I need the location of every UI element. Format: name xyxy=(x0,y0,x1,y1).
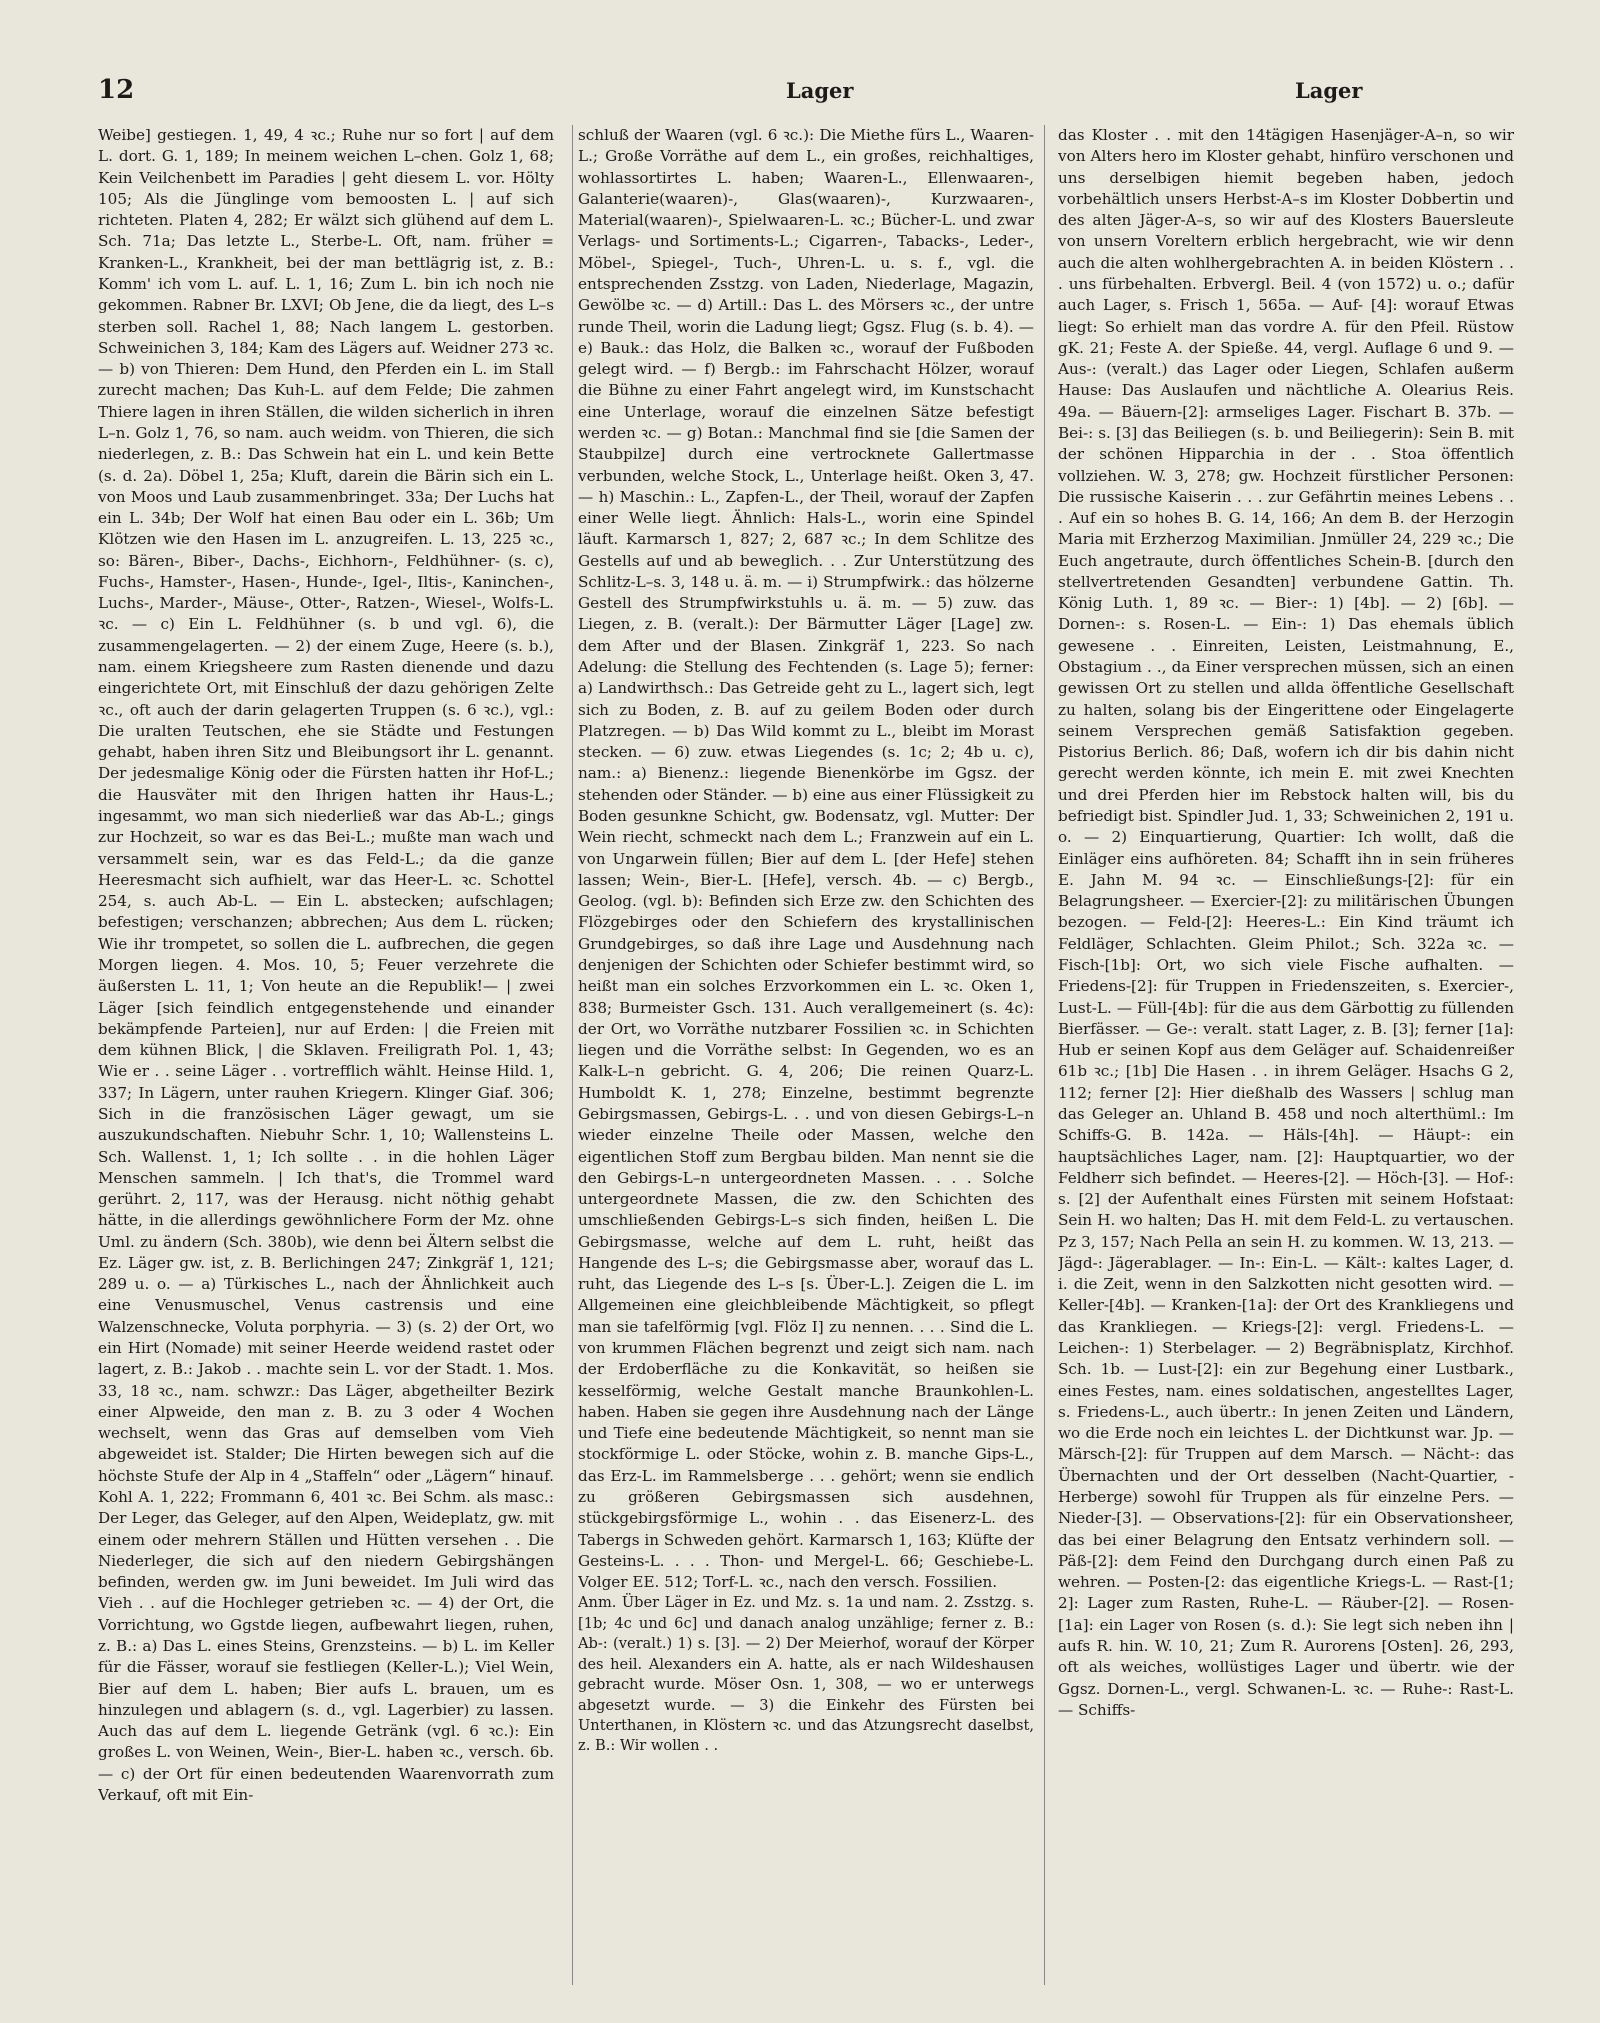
guide-word-left: Lager xyxy=(786,77,854,103)
paragraph: das Kloster . . mit den 14tägigen Hasenjäger-A–n, so wir von Alters hero im Kloster gehabt, hinfüro verschonen und uns derselbigen hiemit begeben haben, jedoch vorbehältlich unsers Herbst-A–s im Kloster Dobbertin und des alten Jäger-A–s, so wir auf des Klosters Bauersleute von unsern Voreltern erblich hergebracht, wie wir denn auch die alten wohlhergebrachten A. in beiden Klöstern . . . uns fürbehalten. Erbvergl. Beil. 4 (von 1572) u. o.; dafür auch Lager, s. Frisch 1, 565a. — Auf- [4]: worauf Etwas liegt: So erhielt man das vordre A. für den Pfeil. Rüstow gK. 21; Feste A. der Spieße. 44, vergl. Auflage 6 und 9. — Aus-: (veralt.) das Lager oder Liegen, Schlafen außerm Hause: Das Auslaufen und nächtliche A. Olearius Reis. 49a. — Bäuern-[2]: armseliges Lager. Fischart B. 37b. — Bei-: s. [3] das Beiliegen (s. b. und Beiliegerin): Sein B. mit der schönen Hipparchia in der . . Stoa öffentlich vollziehen. W. 3, 278; gw. Hochzeit fürstlicher Personen: Die russische Kaiserin . . . zur Gefährtin meines Lebens . . . Auf ein so hohes B. G. 14, 166; An dem B. der Herzogin Maria mit Erzherzog Maximilian. Jnmüller 24, 229 ꝛc.; Die Euch angetraute, durch öffentliches Schein-B. [durch den stellvertretenden Gesandten] verbundene Gattin. Th. König Luth. 1, 89 ꝛc. — Bier-: 1) [4b]. — 2) [6b]. — Dornen-: s. Rosen-L. — Ein-: 1) Das ehemals üblich gewesene . . Einreiten, Leisten, Leistmahnung, E., Obstagium . ., da Einer versprechen müssen, sich an einen gewissen Ort zu stellen und allda öffentliche Gesellschaft zu halten, solang bis der Eingerittene oder Eingelagerte seinem Versprechen gemäß Satisfaktion gegeben. Pistorius Berlich. 86; Daß, wofern ich dir bis dahin nicht gerecht werden könnte, ich mein E. mit zwei Knechten und drei Pferden hier im Rebstock halten will, bis du befriedigt bist. Spindler Jud. 1, 33; Schweinichen 2, 191 u. o. — 2) Einquartierung, Quartier: Ich wollt, daß die Einläger eins aufhöreten. 84; Schafft ihn in sein früheres E. Jahn M. 94 ꝛc. — Einschließungs-[2]: für ein Belagrungsheer. — Exercier-[2]: zu militärischen Übungen bezogen. — Feld-[2]: Heeres-L.: Ein Kind träumt ich Feldläger, Schlachten. Gleim Philot.; Sch. 322a ꝛc. — Fisch-[1b]: Ort, wo sich viele Fische aufhalten. — Friedens-[2]: für Truppen in Friedenszeiten, s. Exercier-, Lust-L. — Füll-[4b]: für die aus dem Gärbottig zu füllenden Bierfässer. — Ge-: veralt. statt Lager, z. B. [3]; ferner [1a]: Hub er seinen Kopf aus dem Geläger auf. Schaidenreißer 61b ꝛc.; [1b] Die Hasen . . in ihrem Geläger. Hsachs G 2, 112; ferner [2]: Hier dießhalb des Wassers | schlug man das Geleger an. Uhland B. 458 und noch alterthüml.: Im Schiffs-G. B. 142a. — Häls-[4h]. — Häupt-: ein hauptsächliches Lager, nam. [2]: Hauptquartier, wo der Feldherr sich befindet. — Heeres-[2]. — Höch-[3]. — Hof-: s. [2] der Aufenthalt eines Fürsten mit seinem Hofstaat: Sein H. wo halten; Das H. mit dem Feld-L. zu vertauschen. Pz 3, 157; Nach Pella an sein H. zu kommen. W. 13, 213. — Jägd-: Jägerablager. — In-: Ein-L. — Kält-: kaltes Lager, d. i. die Zeit, wenn in den Salzkotten nicht gesotten wird. — Keller-[4b]. — Kranken-[1a]: der Ort des Krankliegens und das Krankliegen. — Kriegs-[2]: vergl. Friedens-L. — Leichen-: 1) Sterbelager. — 2) Begräbnisplatz, Kirchhof. Sch. 1b. — Lust-[2]: ein zur Begehung einer Lustbark., eines Festes, nam. eines soldatischen, angestelltes Lager, s. Friedens-L., auch übertr.: In jenen Zeiten und Ländern, wo die Erde noch ein leichtes L. der Dichtkunst war. Jp. — Märsch-[2]: für Truppen auf dem Marsch. — Nächt-: das Übernachten und der Ort desselben (Nacht-Quartier, -Herberge) sowohl für Truppen als für einzelne Pers. — Nieder-[3]. — Observations-[2]: für ein Observationsheer, das bei einer Belagrung den Entsatz verhindern soll. — Päß-[2]: dem Feind den Durchgang durch einen Paß zu wehren. — Posten-[2: das eigentliche Kriegs-L. — Rast-[1; 2]: Lager zum Rasten, Ruhe-L. — Räuber-[2]. — Rosen-[1a]: ein Lager von Rosen (s. d.): Sie legt sich neben ihn | aufs R. hin. W. 10, 21; Zum R. Aurorens [Osten]. 26, 293, oft als weiches, wollüstiges Lager und übertr. wie der Ggsz. Dornen-L., vergl. Schwanen-L. ꝛc. — Ruhe-: Rast-L. — Schiffs- xyxy=(1058,126,1514,1719)
column-2 xyxy=(578,125,1034,1985)
page-header xyxy=(98,70,1514,110)
column-1 xyxy=(98,125,554,1985)
column-3 xyxy=(1058,125,1514,1985)
paragraph: schluß der Waaren (vgl. 6 ꝛc.): Die Miethe fürs L., Waaren-L.; Große Vorräthe auf dem L., ein großes, reichhaltiges, wohlassortirtes L. haben; Waaren-L., Ellenwaaren-, Galanterie(waaren)-, Glas(waaren)-, Kurzwaaren-, Material(waaren)-, Spielwaaren-L. ꝛc.; Bücher-L. und zwar Verlags- und Sortiments-L.; Cigarren-, Tabacks-, Leder-, Möbel-, Spiegel-, Tuch-, Uhren-L. u. s. f., vgl. die entsprechenden Zsstzg. von Laden, Niederlage, Magazin, Gewölbe ꝛc. — d) Artill.: Das L. des Mörsers ꝛc., der untre runde Theil, worin die Ladung liegt; Ggsz. Flug (s. b. 4). — e) Bauk.: das Holz, die Balken ꝛc., worauf der Fußboden gelegt wird. — f) Bergb.: im Fahrschacht Hölzer, worauf die Bühne zu einer Fahrt angelegt wird, im Kunstschacht eine Unterlage, worauf die einzelnen Sätze befestigt werden ꝛc. — g) Botan.: Manchmal find sie [die Samen der Staubpilze] durch eine vertrocknete Gallertmasse verbunden, welche Stock, L., Unterlage heißt. Oken 3, 47. — h) Maschin.: L., Zapfen-L., der Theil, worauf der Zapfen einer Welle liegt. Ähnlich: Hals-L., worin eine Spindel läuft. Karmarsch 1, 827; 2, 687 ꝛc.; In dem Schlitze des Gestells auf und ab beweglich. . . Zur Unterstützung des Schlitz-L–s. 3, 148 u. ä. m. — i) Strumpfwirk.: das hölzerne Gestell des Strumpfwirkstuhls u. ä. m. — 5) zuw. das Liegen, z. B. (veralt.): Der Bärmutter Läger [Lage] zw. dem After und der Blasen. Zinkgräf 1, 223. So nach Adelung: die Stellung des Fechtenden (s. Lage 5); ferner: a) Landwirthsch.: Das Getreide geht zu L., lagert sich, legt sich zu Boden, z. B. auf zu geilem Boden oder durch Platzregen. — b) Das Wild kommt zu L., bleibt im Morast stecken. — 6) zuw. etwas Liegendes (s. 1c; 2; 4b u. c), nam.: a) Bienenz.: liegende Bienenkörbe im Ggsz. der stehenden oder Ständer. — b) eine aus einer Flüssigkeit zu Boden gesunkne Schicht, gw. Bodensatz, vgl. Mutter: Der Wein riecht, schmeckt nach dem L.; Franzwein auf ein L. von Ungarwein füllen; Bier auf dem L. [der Hefe] stehen lassen; Wein-, Bier-L. [Hefe], versch. 4b. — c) Bergb., Geolog. (vgl. b): Befinden sich Erze zw. den Schichten des Flözgebirges oder den Schiefern des krystallinischen Grundgebirges, so daß ihre Lage und Ausdehnung nach denjenigen der Schichten oder Schiefer bestimmt wird, so heißt man ein solches Erzvorkommen ein L. ꝛc. Oken 1, 838; Burmeister Gsch. 131. Auch verallgemeinert (s. 4c): der Ort, wo Vorräthe nutzbarer Fossilien ꝛc. in Schichten liegen und die Vorräthe selbst: In Gegenden, wo es an Kalk-L–n gebricht. G. 4, 206; Die reinen Quarz-L. Humboldt K. 1, 278; Einzelne, bestimmt begrenzte Gebirgsmassen, Gebirgs-L. . . und von diesen Gebirgs-L–n wieder einzelne Theile oder Massen, welche den eigentlichen Stoff zum Bergbau bilden. Man nennt sie die den Gebirgs-L–n untergeordneten Massen. . . . Solche untergeordnete Massen, die zw. den Schichten des umschließenden Gebirgs-L–s sich finden, heißen L. Die Gebirgsmasse, welche auf dem L. ruht, heißt das Hangende des L–s; die Gebirgsmasse aber, worauf das L. ruht, das Liegende des L–s [s. Über-L.]. Zeigen die L. im Allgemeinen eine gleichbleibende Mächtigkeit, so pflegt man sie tafelförmig [vgl. Flöz I] zu nennen. . . . Sind die L. von krummen Flächen begrenzt und zeigt sich nam. nach der Erdoberfläche zu die Konkavität, so heißen sie kesselförmig, welche Gestalt manche Braunkohlen-L. haben. Haben sie gegen ihre Ausdehnung nach der Länge und Tiefe eine bedeutende Mächtigkeit, so nennt man sie stockförmige L. oder Stöcke, wohin z. B. manche Gips-L., das Erz-L. im Rammelsberge . . . gehört; wenn sie endlich zu größeren Gebirgsmassen sich ausdehnen, stückgebirgsförmige L., wohin . . das Eisenerz-L. des Tabergs in Schweden gehört. Karmarsch 1, 163; Klüfte der Gesteins-L. . . . Thon- und Mergel-L. 66; Geschiebe-L. Volger EE. 512; Torf-L. ꝛc., nach den versch. Fossilien. xyxy=(578,126,1034,1592)
paragraph: Weibe] gestiegen. 1, 49, 4 ꝛc.; Ruhe nur so fort | auf dem L. dort. G. 1, 189; In meinem weichen L–chen. Golz 1, 68; Kein Veilchenbett im Paradies | geht diesem L. vor. Hölty 105; Als die Jünglinge vom bemoosten L. | auf sich richteten. Platen 4, 282; Er wälzt sich glühend auf dem L. Sch. 71a; Das letzte L., Sterbe-L. Oft, nam. früher = Kranken-L., Krankheit, bei der man bettlägrig ist, z. B.: Komm' ich vom L. auf. L. 1, 16; Zum L. bin ich noch nie gekommen. Rabner Br. LXVI; Ob Jene, die da liegt, des L–s sterben soll. Rachel 1, 88; Nach langem L. gestorben. Schweinichen 3, 184; Kam des Lägers auf. Weidner 273 ꝛc. — b) von Thieren: Dem Hund, den Pferden ein L. im Stall zurecht machen; Das Kuh-L. auf dem Felde; Die zahmen Thiere lagen in ihren Ställen, die wilden sicherlich in ihren L–n. Golz 1, 76, so nam. auch weidm. von Thieren, die sich niederlegen, z. B.: Das Schwein hat ein L. und kein Bette (s. d. 2a). Döbel 1, 25a; Kluft, darein die Bärin sich ein L. von Moos und Laub zusammenbringet. 33a; Der Luchs hat ein L. 34b; Der Wolf hat einen Bau oder ein L. 36b; Um Klötzen wie den Hasen im L. anzugreifen. L. 13, 225 ꝛc., so: Bären-, Biber-, Dachs-, Eichhorn-, Feldhühner- (s. c), Fuchs-, Hamster-, Hasen-, Hunde-, Igel-, Iltis-, Kaninchen-, Luchs-, Marder-, Mäuse-, Otter-, Ratzen-, Wiesel-, Wolfs-L. ꝛc. — c) Ein L. Feldhühner (s. b und vgl. 6), die zusammengelagerten. — 2) der einem Zuge, Heere (s. b.), nam. einem Kriegsheere zum Rasten dienende und dazu eingerichtete Ort, mit Einschluß der dazu gehörigen Zelte ꝛc., oft auch der darin gelagerten Truppen (s. 6 ꝛc.), vgl.: Die uralten Teutschen, ehe sie Städte und Festungen gehabt, haben ihren Sitz und Bleibungsort ihr L. genannt. Der jedesmalige König oder die Fürsten hatten ihr Hof-L.; die Hausväter mit den Ihrigen hatten ihr Haus-L.; ingesammt, wo man sich niederließ war das Ab-L.; gings zur Hochzeit, so war es das Bei-L.; mußte man wach und versammelt sein, war es das Feld-L.; da die ganze Heeresmacht sich aufhielt, war das Heer-L. ꝛc. Schottel 254, s. auch Ab-L. — Ein L. abstecken; aufschlagen; befestigen; verschanzen; abbrechen; Aus dem L. rücken; Wie ihr trompetet, so sollen die L. aufbrechen, die gegen Morgen liegen. 4. Mos. 10, 5; Feuer verzehrete die äußersten L. 11, 1; Von heute an die Republik!— | zwei Läger [sich feindlich entgegenstehende und einander bekämpfende Parteien], nur auf Erden: | die Freien mit dem kühnen Blick, | die Sklaven. Freiligrath Pol. 1, 43; Wie er . . seine Läger . . vortrefflich wählt. Heinse Hild. 1, 337; In Lägern, unter rauhen Kriegern. Klinger Giaf. 306; Sich in die französischen Läger gewagt, um sie auszukundschaften. Niebuhr Schr. 1, 10; Wallensteins L. Sch. Wallenst. 1, 1; Ich sollte . . in die hohlen Läger Menschen sammeln. | Ich that's, die Trommel ward gerührt. 2, 117, was der Herausg. nicht nöthig gehabt hätte, in die allerdings gewöhnlichere Form der Mz. ohne Uml. zu ändern (Sch. 380b), wie denn bei Ältern selbst die Ez. Läger gw. ist, z. B. Berlichingen 247; Zinkgräf 1, 121; 289 u. o. — a) Türkisches L., nach der Ähnlichkeit auch eine Venusmuschel, Venus castrensis und eine Walzenschnecke, Voluta porphyria. — 3) (s. 2) der Ort, wo ein Hirt (Nomade) mit seiner Heerde weidend rastet oder lagert, z. B.: Jakob . . machte sein L. vor der Stadt. 1. Mos. 33, 18 ꝛc., nam. schwzr.: Das Läger, abgetheilter Bezirk einer Alpweide, den man z. B. zu 3 oder 4 Wochen wechselt, wenn das Gras auf demselben vom Vieh abgeweidet ist. Stalder; Die Hirten bewegen sich auf die höchste Stufe der Alp in 4 „Staffeln“ oder „Lägern“ hinauf. Kohl A. 1, 222; Frommann 6, 401 ꝛc. Bei Schm. als masc.: Der Leger, das Geleger, auf den Alpen, Weideplatz, gw. mit einem oder mehrern Ställen und Hütten versehen . . Die Niederleger, die sich auf den niedern Gebirgshängen befinden, werden gw. im Juni beweidet. Im Juli wird das Vieh . . auf die Hochleger getrieben ꝛc. — 4) der Ort, die Vorrichtung, wo Ggstde liegen, aufbewahrt liegen, ruhen, z. B.: a) Das L. eines Steins, Grenzsteins. — b) L. im Keller für die Fässer, worauf sie festliegen (Keller-L.); Viel Wein, Bier auf dem L. haben; Bier aufs L. brauen, um es hinzulegen und ablagern (s. d., vgl. Lagerbier) zu lassen. Auch das auf dem L. liegende Getränk (vgl. 6 ꝛc.): Ein großes L. von Weinen, Wein-, Bier-L. haben ꝛc., versch. 6b. — c) der Ort für einen bedeutenden Waarenvorrath zum Verkauf, oft mit Ein- xyxy=(98,126,554,1804)
paragraph: Anm. Über Läger in Ez. und Mz. s. 1a und nam. 2. Zsstzg. s. [1b; 4c und 6c] und danach analog unzählige; ferner z. B.: Ab-: (veralt.) 1) s. [3]. — 2) Der Meierhof, worauf der Körper des heil. Alexanders ein A. hatte, als er nach Wildeshausen gebracht wurde. Möser Osn. 1, 308, — wo er unterwegs abgesetzt wurde. — 3) die Einkehr des Fürsten bei Unterthanen, in Klöstern ꝛc. und das Atzungsrecht daselbst, z. B.: Wir wollen . . xyxy=(578,1594,1034,1755)
page-number: 12 xyxy=(98,75,135,105)
guide-word-right: Lager xyxy=(1295,77,1363,103)
text-columns xyxy=(98,125,1514,1985)
